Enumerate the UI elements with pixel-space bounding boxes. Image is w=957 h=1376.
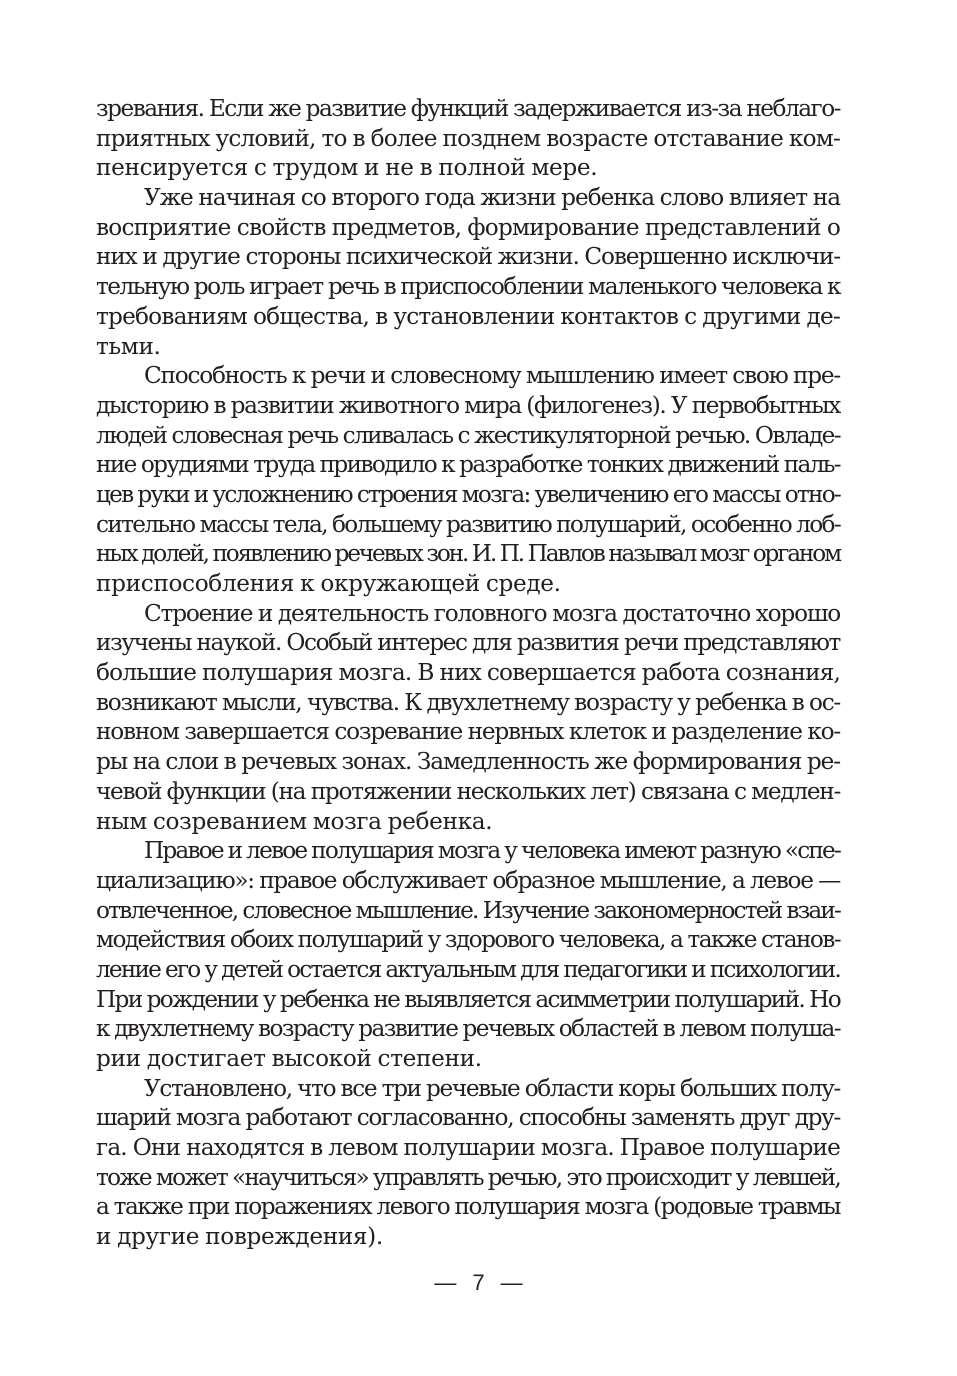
footer-dash-left: — (434, 1270, 457, 1295)
text-line: ры на слои в речевых зонах. Замедленность же формирования ре- (96, 748, 840, 776)
text-line: ных долей, появлению речевых зон. И. П. Павлов называл мозг органом (96, 540, 840, 568)
text-line: ние орудиями труда приводило к разработке тонких движений паль- (96, 451, 840, 479)
text-line: га. Они находятся в левом полушарии мозга. Правое полушарие (96, 1134, 840, 1162)
page-body (96, 94, 840, 1252)
text-line: Способность к речи и словесному мышлению имеет свою пре- (144, 362, 840, 390)
text-line: Уже начиная со второго года жизни ребенка слово влияет на (144, 184, 840, 212)
text-line: новном завершается созревание нервных клеток и разделение ко- (96, 718, 840, 746)
text-line: сительно массы тела, большему развитию полушарий, особенно лоб- (96, 510, 840, 538)
text-line: тоже может «научиться» управлять речью, это происходит у левшей, (96, 1163, 840, 1191)
text-line: восприятие свойств предметов, формирование представлений о (96, 213, 840, 241)
text-line: Правое и левое полушария мозга у человека имеют разную «спе- (144, 837, 840, 865)
text-line: них и другие стороны психической жизни. Совершенно исключи- (96, 243, 840, 271)
page-number: 7 (472, 1270, 485, 1295)
text-line: а также при поражениях левого полушария мозга (родовые травмы (96, 1193, 840, 1221)
paragraph-4 (96, 599, 840, 837)
text-line: приспособления к окружающей среде. (96, 570, 561, 597)
paragraph-2 (96, 183, 840, 361)
text-line: тьми. (96, 332, 161, 360)
page-number-footer (0, 1270, 957, 1296)
text-line: приятных условий, то в более позднем возрасте отставание ком- (96, 124, 840, 152)
text-line: зревания. Если же развитие функций задерживается из-за неблаго- (96, 95, 840, 122)
text-line: Строение и деятельность головного мозга достаточно хорошо (144, 599, 840, 627)
text-line: возникают мысли, чувства. К двухлетнему возрасту у ребенка в ос- (96, 688, 840, 716)
text-line: чевой функции (на протяжении нескольких лет) связана с медлен- (96, 777, 840, 805)
text-line: и другие повреждения). (96, 1223, 383, 1251)
text-line: ным созреванием мозга ребенка. (96, 807, 493, 835)
text-line: модействия обоих полушарий у здорового человека, а также станов- (96, 926, 840, 954)
text-line: При рождении у ребенка не выявляется асимметрии полушарий. Но (96, 985, 840, 1013)
text-line: циализацию»: правое обслуживает образное мышление, а левое — (96, 866, 840, 894)
paragraph-5 (96, 836, 840, 1074)
paragraph-3 (96, 361, 840, 599)
text-line: ление его у детей остается актуальным для педагогики и психологии. (96, 955, 840, 983)
text-line: дысторию в развитии животного мира (филогенез). У первобытных (96, 391, 840, 419)
text-line: изучены наукой. Особый интерес для развития речи представляют (96, 629, 840, 657)
text-line: требованиям общества, в установлении контактов с другими де- (96, 302, 840, 330)
text-line: цев руки и усложнению строения мозга: увеличению его массы отно- (96, 480, 840, 508)
text-line: большие полушария мозга. В них совершается работа сознания, (96, 659, 840, 687)
paragraph-6 (96, 1074, 840, 1252)
text-line: людей словесная речь сливалась с жестикуляторной речью. Овладе- (96, 421, 840, 449)
paragraph-1 (96, 94, 840, 183)
text-line: отвлеченное, словесное мышление. Изучение закономерностей взаи- (96, 896, 840, 924)
text-line: Установлено, что все три речевые области коры больших полу- (144, 1074, 840, 1102)
footer-dash-right: — (500, 1270, 523, 1295)
text-line: шарий мозга работают согласованно, способны заменять друг дру- (96, 1104, 840, 1132)
text-line: пенсируется с трудом и не в полной мере. (96, 154, 598, 182)
text-line: тельную роль играет речь в приспособлении маленького человека к (96, 273, 840, 301)
text-line: к двухлетнему возрасту развитие речевых областей в левом полуша- (96, 1015, 840, 1043)
text-line: рии достигает высокой степени. (96, 1045, 482, 1072)
